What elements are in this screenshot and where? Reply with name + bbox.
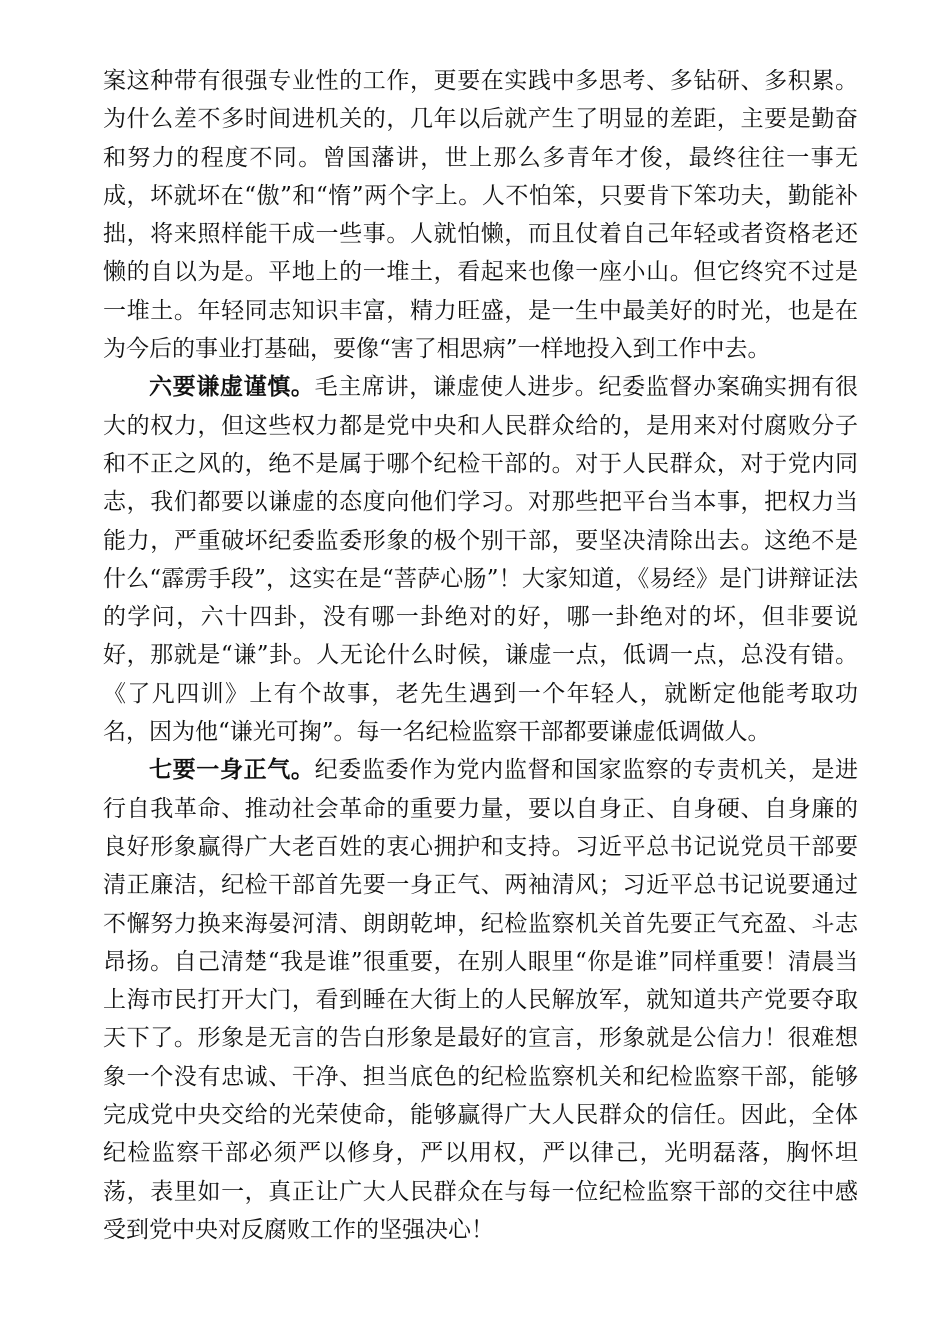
paragraph-heading: 六要谦虚谨慎。	[149, 373, 315, 401]
paragraph-text: 纪委监委作为党内监督和国家监察的专责机关，是进行自我革命、推动社会革命的重要力量，要以自身正、自身硬、自身廉的良好形象赢得广大老百姓的衷心拥护和支持。习近平总书记说党员干部要清正廉洁，纪检干部首先要一身正气、两袖清风；习近平总书记说要通过不懈努力换来海晏河清、朗朗乾坤，纪检监察机关首先要正气充盈、斗志昂扬。自己清楚“我是谁”很重要，在别人眼里“你是谁”同样重要！清晨当上海市民打开大门，看到睡在大街上的人民解放军，就知道共产党要夺取天下了。形象是无言的告白形象是最好的宣言，形象就是公信力！很难想象一个没有忠诚、干净、担当底色的纪检监察机关和纪检监察干部，能够完成党中央交给的光荣使命，能够赢得广大人民群众的信任。因此，全体纪检监察干部必须严以修身，严以用权，严以律己，光明磊落，胸怀坦荡，表里如一，真正让广大人民群众在与每一位纪检监察干部的交往中感受到党中央对反腐败工作的坚强决心！	[103, 757, 859, 1243]
paragraph-humility	[103, 368, 858, 751]
paragraph-heading: 七要一身正气。	[149, 756, 315, 784]
paragraph-integrity	[103, 751, 858, 1249]
paragraph-text: 案这种带有很强专业性的工作，更要在实践中多思考、多钻研、多积累。为什么差不多时间进机关的，几年以后就产生了明显的差距，主要是勤奋和努力的程度不同。曾国藩讲，世上那么多青年才俊，最终往往一事无成，坏就坏在“傲”和“惰”两个字上。人不怕笨，只要肯下笨功夫，勤能补拙，将来照样能干成一些事。人就怕懒，而且仗着自己年轻或者资格老还懒的自以为是。平地上的一堆土，看起来也像一座小山。但它终究不过是一堆土。年轻同志知识丰富，精力旺盛，是一生中最美好的时光，也是在为今后的事业打基础，要像“害了相思病”一样地投入到工作中去。	[103, 68, 858, 363]
document-body	[103, 62, 858, 1249]
paragraph-continuation	[103, 62, 858, 368]
paragraph-text: 毛主席讲，谦虚使人进步。纪委监督办案确实拥有很大的权力，但这些权力都是党中央和人民群众给的，是用来对付腐败分子和不正之风的，绝不是属于哪个纪检干部的。对于人民群众，对于党内同志，我们都要以谦虚的态度向他们学习。对那些把平台当本事，把权力当能力，严重破坏纪委监委形象的极个别干部，要坚决清除出去。这绝不是什么“霹雳手段”，这实在是“菩萨心肠”！大家知道，《易经》是门讲辩证法的学问，六十四卦，没有哪一卦绝对的好，哪一卦绝对的坏，但非要说好，那就是“谦”卦。人无论什么时候，谦虚一点，低调一点，总没有错。《了凡四训》上有个故事，老先生遇到一个年轻人，就断定他能考取功名，因为他“谦光可掬”。每一名纪检监察干部都要谦虚低调做人。	[103, 374, 859, 746]
